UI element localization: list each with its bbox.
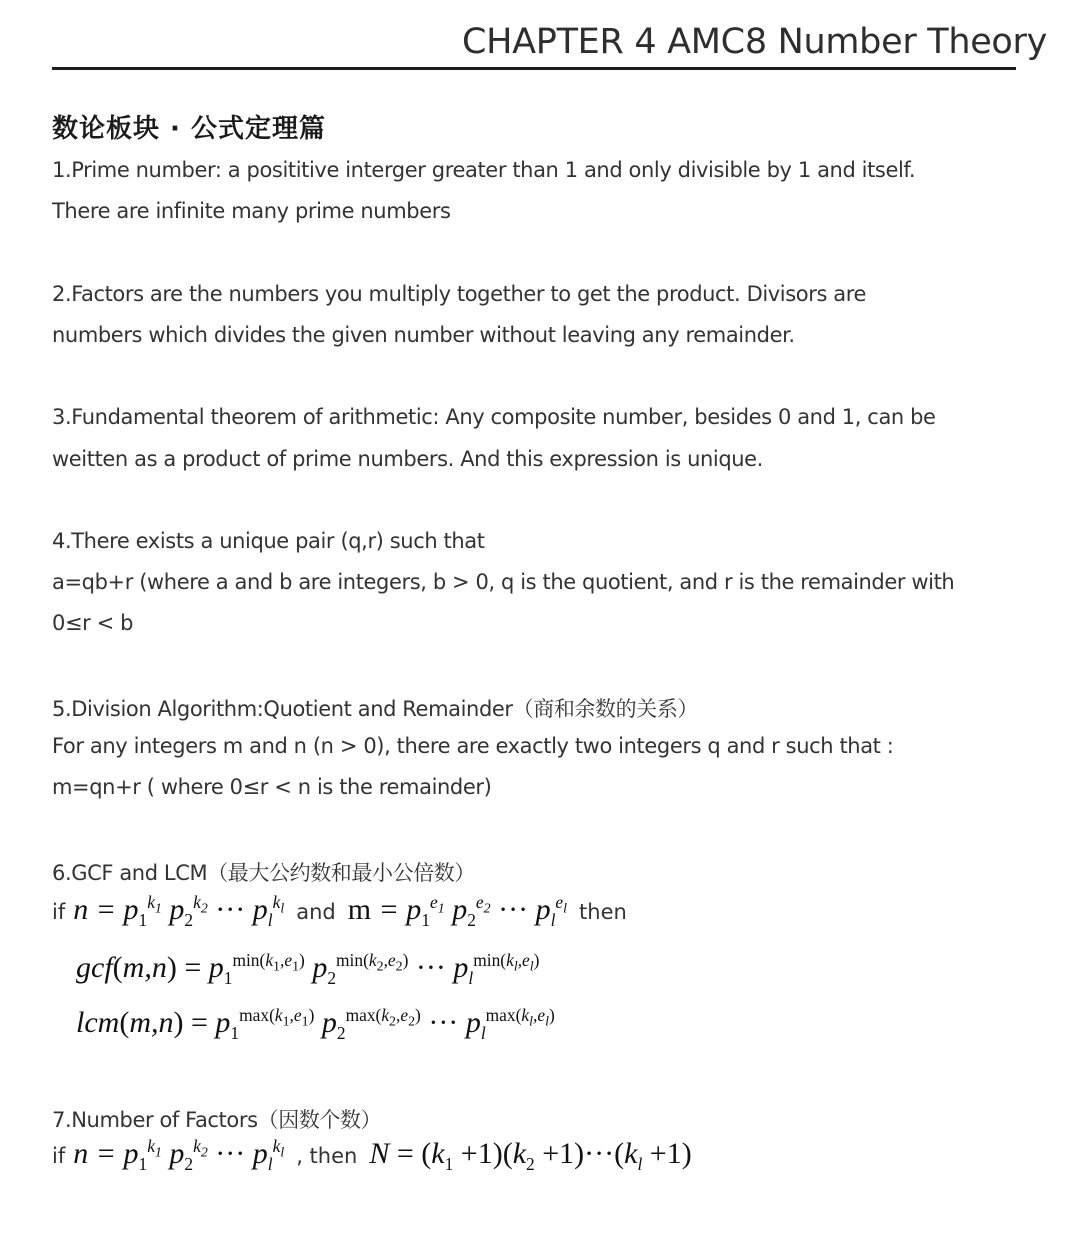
item-1-line-2: There are infinite many prime numbers [52, 199, 451, 223]
item-6-if-row [52, 892, 639, 931]
item-6-if-label: if [52, 900, 66, 924]
item-6-title: 6.GCF and LCM（最大公约数和最小公倍数） [52, 861, 475, 885]
lcm-label: lcm [76, 1006, 120, 1039]
item-7-if-label: if [52, 1144, 66, 1168]
item-7-if-row [52, 1136, 692, 1175]
chapter-title: CHAPTER 4 AMC8 Number Theory [462, 22, 1048, 62]
item-2-line-2: numbers which divides the given number without leaving any remainder. [52, 323, 795, 347]
item-4-line-1: 4.There exists a unique pair (q,r) such that [52, 529, 485, 553]
section-heading: 数论板块 · 公式定理篇 [52, 114, 326, 144]
item-7-then-label: , then [296, 1144, 358, 1168]
n-factorization-formula-7: $n = p_1^{k_1}$ $p_2^{k_2}$ ··· $p_l^{k_l}$ [73, 1136, 285, 1174]
item-6-and-label: and [296, 900, 336, 924]
n-factorization-formula: $n = p_1^{k_1}$ $p_2^{k_2}$ ··· $p_l^{k_l}$ [73, 892, 285, 930]
item-5-line-2: m=qn+r ( where 0≤r < n is the remainder) [52, 775, 492, 799]
item-5-title: 5.Division Algorithm:Quotient and Remainder（商和余数的关系） [52, 697, 699, 721]
item-3-line-1: 3.Fundamental theorem of arithmetic: Any composite number, besides 0 and 1, can be [52, 405, 936, 429]
gcf-formula: $gcf(m,n) = p_1^{min(k_1,e_1)}$ $p_2^{min(k_2,e_2)}$ ··· $p_l^{min(k_l,e_l)}$ [76, 950, 540, 988]
number-of-factors-formula: $N = (k_1 +1)(k_2 +1)\cdot\cdot\cdot(k_l +1)$ [369, 1137, 692, 1174]
lcm-formula: $lcm(m,n) = p_1^{max(k_1,e_1)}$ $p_2^{max(k_2,e_2)}$ ··· $p_l^{max(k_l,e_l)}$ [76, 1005, 555, 1043]
m-variable: m [347, 893, 372, 926]
gcf-label: gcf [76, 951, 113, 984]
header-rule [52, 67, 1016, 70]
item-5-line-1: For any integers m and n (n > 0), there are exactly two integers q and r such that : [52, 734, 894, 758]
item-7-title: 7.Number of Factors（因数个数） [52, 1108, 382, 1132]
item-4-line-3: 0≤r < b [52, 611, 134, 635]
item-6-then-label: then [579, 900, 627, 924]
item-1-line-1: 1.Prime number: a posititive interger greater than 1 and only divisible by 1 and itself. [52, 158, 916, 182]
item-2-line-1: 2.Factors are the numbers you multiply together to get the product. Divisors are [52, 282, 867, 306]
item-4-line-2: a=qb+r (where a and b are integers, b > 0, q is the quotient, and r is the remainder with [52, 570, 955, 594]
item-3-line-2: weitten as a product of prime numbers. And this expression is unique. [52, 447, 763, 471]
m-factorization-formula: $m = p_1^{e_1}$ $p_2^{e_2}$ ··· $p_l^{e_l}$ [347, 892, 568, 930]
